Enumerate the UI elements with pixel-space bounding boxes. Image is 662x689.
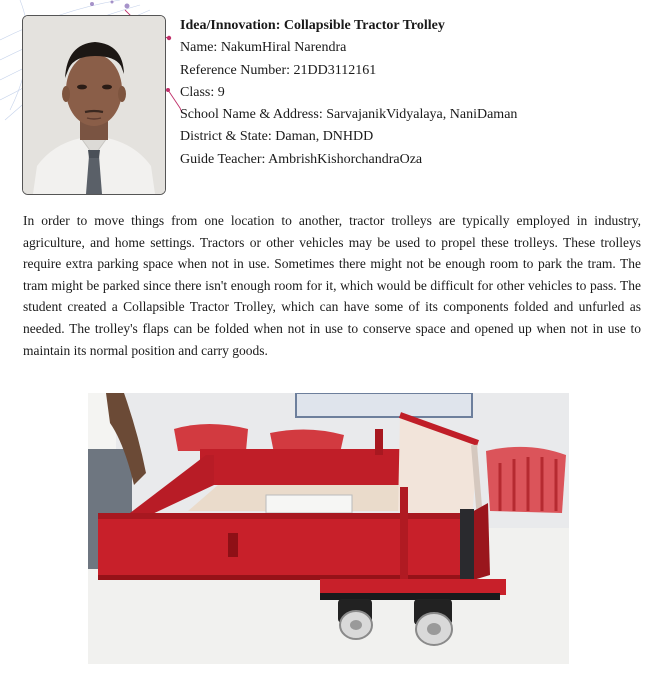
reference-number: Reference Number: 21DD3112161 [180,62,377,78]
class-info: Class: 9 [180,84,225,100]
idea-title: Idea/Innovation: Collapsible Tractor Trolley [180,18,445,33]
school-info: School Name & Address: SarvajanikVidyalaya, NaniDaman [180,107,518,123]
guide-teacher: Guide Teacher: AmbrishKishorchandraOza [180,151,423,167]
description-paragraph: In order to move things from one location to another, tractor trolleys are typically employed in industry, agriculture, and home settings. Tractors or other vehicles may be used to propel these trolleys. These trolleys require extra parking space when not in use. Sometimes there might not be enough room to park the tram. The tram might be parked since there isn't enough room for it, which would be difficult for other vehicles to pass. The student created a Collapsible Tractor Trolley, which can have some of its components folded and unfurled as needed. The trolley's flaps can be folded when not in use to conserve space and opened up when not in use to maintain its normal position and carry goods. [23,213,641,358]
district-state: District & State: Daman, DNHDD [180,129,374,145]
student-photo [22,15,166,195]
student-name: Name: NakumHiral Narendra [180,40,347,56]
trolley-model-photo [88,393,569,664]
profile-info [180,15,517,171]
